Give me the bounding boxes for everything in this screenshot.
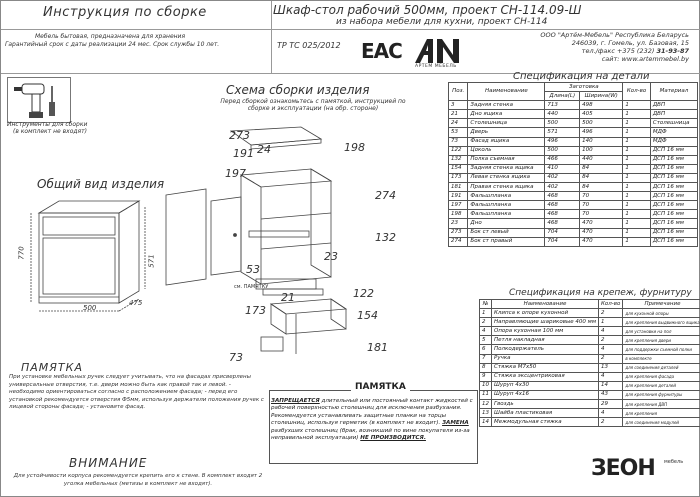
details-cell-width: 470 [580,228,623,237]
hardware-cell-note: для крепления фурнитуры [623,390,700,399]
details-cell-pos: 173 [449,173,468,182]
table-row [480,372,700,381]
details-cell-material: ДВП [650,101,697,110]
hardware-cell-pos: 5 [480,336,492,345]
callout-173: 173 [245,304,266,317]
details-cell-qty: 1 [623,192,651,201]
table-row [480,354,700,363]
details-cell-qty: 1 [623,155,651,164]
details-cell-width: 84 [580,183,623,192]
hardware-cell-name: Петля накладная [492,336,599,345]
memo-bold-replacement: ЗАМЕНА [442,420,469,427]
hardware-cell-note: для кухонной опоры [623,309,700,318]
details-cell-pos: 273 [449,228,468,237]
table-row [449,237,698,246]
details-cell-pos: 181 [449,183,468,192]
details-cell-width: 498 [580,101,623,110]
hardware-cell-name: Опора кухонная 100 мм [492,327,599,336]
product-note-line2: Гарантийный срок с даты реализации 24 мес. Срок службы 10 лет. [5,41,220,48]
tools-box [7,77,71,123]
product-title: Шкаф-стол рабочий 500мм, проект СН-114.09-Ш [273,3,582,17]
details-cell-name: Бок ст левый [468,228,545,237]
details-cell-material: ДСП 16 мм [650,173,697,182]
details-cell-material: ДСП 16 мм [650,228,697,237]
table-row [449,110,698,119]
dim-inner: 571 [147,254,156,268]
see-memo-label: см. ПАМЯТКУ [234,284,269,290]
hardware-cell-note: для крепления ДВП [623,400,700,409]
details-cell-qty: 1 [623,219,651,228]
hardware-header-qty: Кол-во [598,300,622,309]
hardware-cell-note: для крепления деталей [623,381,700,390]
details-cell-pos: 122 [449,146,468,155]
callout-273: 273 [229,129,250,142]
hardware-cell-pos: 7 [480,354,492,363]
details-cell-length: 466 [545,155,580,164]
memo-text-1: длительный или постоянный контакт жидкостей с рабочей поверхностью столешниц для исключения разбухания. Рекомендуется устанавливать защитные планки на торцы столешниц, используя герметик (в комплект не входит). [271,398,473,427]
details-cell-material: ДСП 16 мм [650,164,697,173]
details-cell-width: 140 [580,137,623,146]
hardware-cell-pos: 12 [480,400,492,409]
details-cell-name: Столешница [468,119,545,128]
table-row [449,219,698,228]
hardware-cell-qty: 4 [598,345,622,354]
company-line2: 246039, г. Гомель, ул. Базовая, 15 [571,39,689,47]
product-note-line1: Мебель бытовая, предназначена для хранения [35,33,186,40]
memo-text-2: разбухших столешниц (брак, возникший по вине покупателя из-за неправильной эксплуатации) [271,427,470,442]
table-row [449,137,698,146]
details-cell-name: Дно ящика [468,110,545,119]
table-row [480,418,700,427]
table-row [449,173,698,182]
hardware-cell-pos: 8 [480,363,492,372]
hardware-cell-note: для крепления выдвижного ящика [623,318,700,327]
hardware-cell-name: Межмодульная стяжка [492,418,599,427]
table-row [480,381,700,390]
table-row [449,201,698,210]
details-cell-name: Фасад ящика [468,137,545,146]
callout-181: 181 [367,341,388,354]
details-cell-width: 470 [580,237,623,246]
hardware-cell-name: Шайба пластиковая [492,409,599,418]
hardware-cell-name: Направляющие шариковые 400 мм [492,318,599,327]
dim-height: 770 [17,246,26,260]
details-cell-width: 440 [580,155,623,164]
hardware-cell-name: Стяжка М7х50 [492,363,599,372]
details-cell-length: 496 [545,137,580,146]
hardware-cell-pos: 4 [480,327,492,336]
company-phone-prefix: тел./факс +375 (232) [581,47,655,55]
details-cell-name: Задняя стенка ящика [468,164,545,173]
hardware-cell-name: Клипса к опоре кухонной [492,309,599,318]
attention-text: Для устойчивости корпуса рекомендуется крепить его к стене. В комплект входят 2 уголка мебельных (метизы в комплект не входят). [13,473,263,487]
details-header-pos: Поз. [449,83,468,101]
company-phone: 31-93-87 [656,47,689,55]
details-cell-length: 500 [545,146,580,155]
hardware-cell-name: Ручка [492,354,599,363]
header-divider-left [1,29,271,30]
callout-24: 24 [257,143,271,156]
details-cell-length: 500 [545,119,580,128]
hardware-cell-qty: 4 [598,327,622,336]
hardware-header-note: Примечание [623,300,700,309]
details-cell-width: 70 [580,201,623,210]
hardware-cell-qty: 14 [598,381,622,390]
table-row [449,146,698,155]
spec-details-title: Спецификация на детали [513,71,650,82]
callout-122: 122 [353,287,374,300]
hardware-cell-qty: 13 [598,363,622,372]
details-cell-length: 704 [545,228,580,237]
details-cell-qty: 1 [623,201,651,210]
details-cell-material: ДСП 16 мм [650,237,697,246]
details-cell-material: ДСП 16 мм [650,192,697,201]
details-cell-material: ДВП [650,110,697,119]
hardware-cell-note: для крепления [623,409,700,418]
memo-bold-prohibited: ЗАПРЕЩАЕТСЯ [271,398,320,404]
details-cell-width: 500 [580,119,623,128]
hardware-cell-qty: 4 [598,372,622,381]
company-info [471,31,689,63]
details-header-qty: Кол-во [623,83,651,101]
hardware-cell-qty: 29 [598,400,622,409]
hardware-cell-name: Гвоздь [492,400,599,409]
tools-icon [8,78,70,122]
memo-title: ПАМЯТКА [351,382,410,392]
details-cell-length: 402 [545,183,580,192]
details-cell-width: 470 [580,219,623,228]
details-cell-material: ДСП 16 мм [650,210,697,219]
details-cell-name: Дверь [468,128,545,137]
hardware-table [479,299,700,427]
details-cell-pos: 53 [449,128,468,137]
hardware-header-pos: № [480,300,492,309]
callout-197: 197 [225,167,246,180]
table-row [480,309,700,318]
details-cell-qty: 1 [623,137,651,146]
details-cell-material: ДСП 16 мм [650,155,697,164]
table-row [480,400,700,409]
details-cell-pos: 198 [449,210,468,219]
hardware-cell-name: Шуруп 4х16 [492,390,599,399]
hardware-cell-pos: 2 [480,318,492,327]
details-cell-material: ДСП 16 мм [650,219,697,228]
spec-hardware-title: Спецификация на крепеж, фурнитуру [509,288,692,298]
details-table-body [449,101,698,247]
details-cell-name: Правая стенка ящика [468,183,545,192]
hardware-cell-note: для соединения деталей [623,363,700,372]
details-cell-qty: 1 [623,101,651,110]
details-cell-name: Левая стенка ящика [468,173,545,182]
details-cell-qty: 1 [623,164,651,173]
details-cell-length: 468 [545,210,580,219]
details-header-material: Материал [650,83,697,101]
memo-bold-not-done: НЕ ПРОИЗВОДИТСЯ. [360,435,426,442]
details-cell-name: Фальшпланка [468,201,545,210]
hardware-cell-name: Стяжка эксцентриковая [492,372,599,381]
assembly-drawing [161,119,391,364]
table-row [480,336,700,345]
dim-width: 500 [83,304,97,312]
assembly-note: Перед сборкой ознакомьтесь с памяткой, инструкцией по сборке и эксплуатации (на обр. стороне) [220,98,406,112]
details-cell-length: 713 [545,101,580,110]
details-table [448,82,698,247]
hardware-cell-pos: 1 [480,309,492,318]
details-cell-width: 84 [580,164,623,173]
hardware-header-name: Наименование [492,300,599,309]
page-title: Инструкция по сборке [43,5,207,20]
details-cell-width: 496 [580,128,623,137]
details-cell-width: 70 [580,210,623,219]
hardware-table-body [480,309,700,427]
memo-left-text: При установке мебельных ручек следует учитывать, что на фасадах присверлены универсальные отверстия, т.е. двери можно быть как правой так и левой. - необходимо ориентироваться согласно с расположением фасада; - перед его установкой рекомендуется отверстия Ф5мм, используя держатели положения ручек с лицевой стороны фасада; - установите фасад. [9,374,264,411]
product-subtitle: из набора мебели для кухни, проект СН-114 [336,17,548,27]
details-cell-name: Задняя стенка [468,101,545,110]
details-cell-qty: 1 [623,228,651,237]
general-view-title: Общий вид изделия [37,177,165,191]
hardware-cell-pos: 13 [480,409,492,418]
callout-154: 154 [357,309,378,322]
hardware-cell-note: в комплекте [623,354,700,363]
memo-left-title: ПАМЯТКА [21,361,83,374]
table-row [449,192,698,201]
hardware-cell-name: Полкодержатель [492,345,599,354]
hardware-cell-qty: 2 [598,309,622,318]
header-divider-right [271,29,700,30]
hardware-cell-note: для крепления двери [623,336,700,345]
details-header-width: Ширина(W) [580,92,623,101]
details-header-blank: Заготовка [545,83,623,92]
hardware-cell-qty: 1 [598,318,622,327]
callout-23: 23 [324,250,338,263]
details-cell-name: Фальшпланка [468,192,545,201]
details-cell-material: ДСП 16 мм [650,146,697,155]
hardware-cell-note: для поддержки съемной полки [623,345,700,354]
details-cell-name: Фальшпланка [468,210,545,219]
hardware-cell-qty: 43 [598,390,622,399]
hardware-cell-pos: 10 [480,381,492,390]
details-cell-length: 468 [545,192,580,201]
details-cell-pos: 191 [449,192,468,201]
footer-brand-sub: мебель [664,459,684,465]
footer-brand-logo: ЗЕОН [591,456,655,481]
brand-logo [413,37,465,71]
details-cell-qty: 1 [623,119,651,128]
hardware-cell-qty: 2 [598,354,622,363]
details-cell-pos: 21 [449,110,468,119]
table-row [449,210,698,219]
details-cell-material: ДСП 16 мм [650,201,697,210]
details-cell-name: Дно [468,219,545,228]
company-line1: ООО "Артём-Мебель" Республика Беларусь [540,31,689,39]
hardware-cell-pos: 11 [480,390,492,399]
memo-text [271,398,475,442]
dim-depth: 475 [129,299,143,307]
header-divider-vertical [271,1,272,73]
details-cell-pos: 154 [449,164,468,173]
company-line3 [471,47,689,55]
callout-53: 53 [246,263,260,276]
callout-73: 73 [229,351,243,364]
details-cell-length: 410 [545,164,580,173]
details-header-length: Длина(L) [545,92,580,101]
callout-198: 198 [344,141,365,154]
callout-191: 191 [233,147,254,160]
table-row [449,183,698,192]
table-row [449,101,698,110]
details-cell-pos: 3 [449,101,468,110]
hardware-cell-note: для соединения модулей [623,418,700,427]
details-cell-name: Цоколь [468,146,545,155]
brand-name: АРТЕМ МЕБЕЛЬ [415,64,457,69]
details-cell-qty: 1 [623,173,651,182]
table-row [449,155,698,164]
details-cell-material: Столешница [650,119,697,128]
assembly-scheme-title: Схема сборки изделия [226,83,370,97]
details-cell-pos: 73 [449,137,468,146]
callout-21: 21 [281,291,295,304]
details-cell-material: ДСП 16 мм [650,183,697,192]
table-row [480,318,700,327]
details-cell-length: 468 [545,201,580,210]
table-row [480,409,700,418]
callout-274: 274 [375,189,396,202]
details-cell-name: Полка съемная [468,155,545,164]
hardware-cell-note: для крепления фасада [623,372,700,381]
details-cell-qty: 1 [623,237,651,246]
details-cell-pos: 23 [449,219,468,228]
details-cell-pos: 274 [449,237,468,246]
table-row [480,327,700,336]
table-row [480,363,700,372]
table-row [480,345,700,354]
callout-132: 132 [375,231,396,244]
hardware-cell-pos: 14 [480,418,492,427]
company-website: сайт: www.artemmebel.by [601,55,689,63]
table-row [449,119,698,128]
details-cell-length: 402 [545,173,580,182]
details-cell-width: 84 [580,173,623,182]
details-cell-qty: 1 [623,110,651,119]
details-cell-width: 100 [580,146,623,155]
table-row [449,164,698,173]
details-cell-name: Бок ст правый [468,237,545,246]
tr-certificate: ТР ТС 025/2012 [277,41,341,50]
details-cell-pos: 132 [449,155,468,164]
tools-caption-note: (в комплект не входят) [13,128,87,135]
details-cell-pos: 197 [449,201,468,210]
details-cell-width: 70 [580,192,623,201]
details-cell-pos: 24 [449,119,468,128]
table-row [449,128,698,137]
details-cell-qty: 1 [623,128,651,137]
hardware-cell-qty: 2 [598,418,622,427]
hardware-cell-pos: 9 [480,372,492,381]
attention-title: ВНИМАНИЕ [69,456,148,470]
details-cell-qty: 1 [623,210,651,219]
hardware-cell-note: для установки на пол [623,327,700,336]
details-cell-qty: 1 [623,183,651,192]
details-cell-material: МДФ [650,128,697,137]
details-cell-width: 405 [580,110,623,119]
details-cell-length: 571 [545,128,580,137]
details-cell-length: 704 [545,237,580,246]
details-header-name: Наименование [468,83,545,101]
eac-mark: EAC [361,39,402,63]
hardware-cell-name: Шуруп 4х30 [492,381,599,390]
details-cell-length: 440 [545,110,580,119]
details-cell-material: МДФ [650,137,697,146]
table-row [449,228,698,237]
table-row [480,390,700,399]
details-cell-length: 468 [545,219,580,228]
hardware-cell-qty: 4 [598,409,622,418]
hardware-cell-pos: 6 [480,345,492,354]
details-cell-qty: 1 [623,146,651,155]
hardware-cell-qty: 2 [598,336,622,345]
tools-caption: Инструменты для сборки [7,121,88,128]
